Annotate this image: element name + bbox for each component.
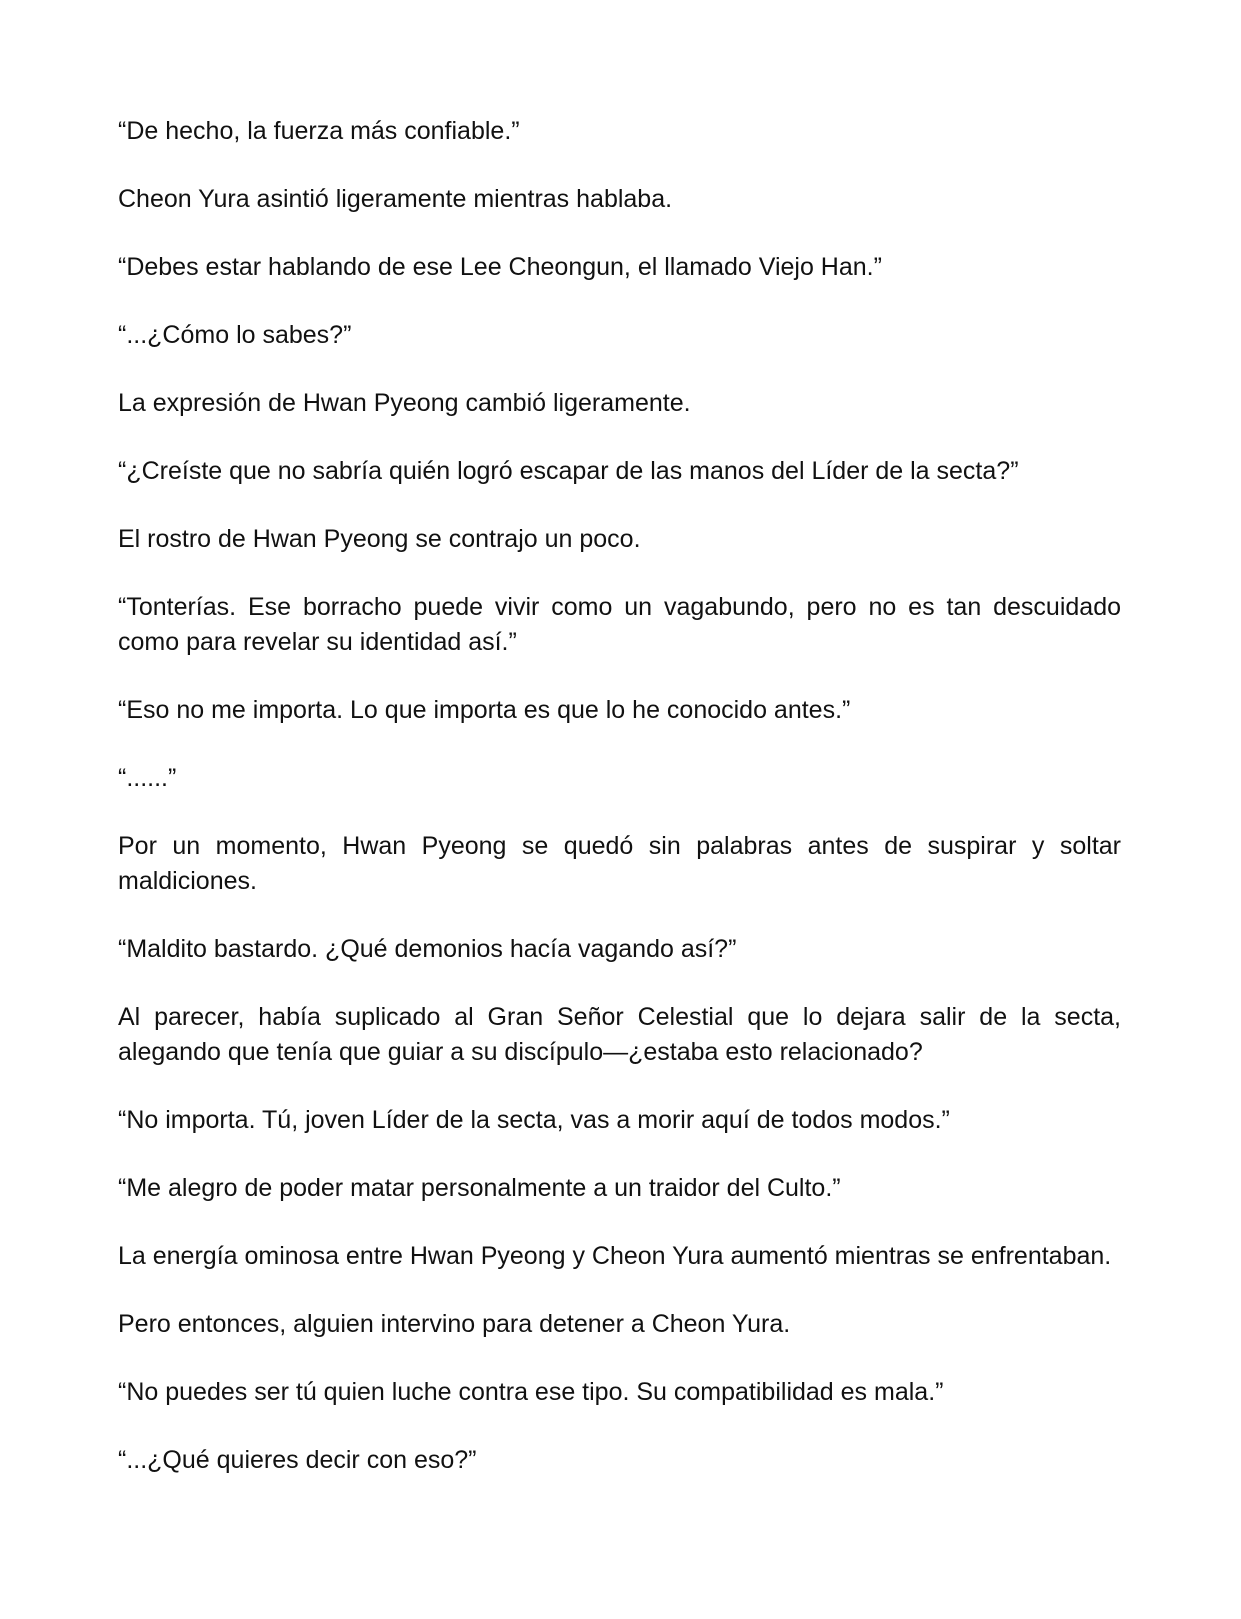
paragraph: La energía ominosa entre Hwan Pyeong y Cheon Yura aumentó mientras se enfrentaban.	[118, 1242, 1112, 1270]
paragraph: Por un momento, Hwan Pyeong se quedó sin palabras antes de suspirar y soltar maldiciones.	[118, 832, 1121, 895]
paragraph: “Debes estar hablando de ese Lee Cheongun, el llamado Viejo Han.”	[118, 253, 882, 281]
paragraph: “...¿Qué quieres decir con eso?”	[118, 1446, 477, 1474]
paragraph: El rostro de Hwan Pyeong se contrajo un poco.	[118, 525, 641, 553]
paragraph: “Maldito bastardo. ¿Qué demonios hacía vagando así?”	[118, 935, 737, 963]
document-body	[118, 114, 1121, 1478]
paragraph: La expresión de Hwan Pyeong cambió ligeramente.	[118, 389, 691, 417]
paragraph: “Eso no me importa. Lo que importa es que lo he conocido antes.”	[118, 696, 851, 724]
paragraph: “......”	[118, 764, 177, 792]
paragraph: “Tonterías. Ese borracho puede vivir como un vagabundo, pero no es tan descuidado como para revelar su identidad así.”	[118, 593, 1121, 656]
paragraph: Pero entonces, alguien intervino para detener a Cheon Yura.	[118, 1310, 791, 1338]
paragraph: “¿Creíste que no sabría quién logró escapar de las manos del Líder de la secta?”	[118, 457, 1019, 485]
paragraph: “No puedes ser tú quien luche contra ese tipo. Su compatibilidad es mala.”	[118, 1378, 944, 1406]
paragraph: Al parecer, había suplicado al Gran Señor Celestial que lo dejara salir de la secta, alegando que tenía que guiar a su discípulo—¿estaba esto relacionado?	[118, 1003, 1121, 1066]
paragraph: Cheon Yura asintió ligeramente mientras hablaba.	[118, 185, 673, 213]
paragraph: “No importa. Tú, joven Líder de la secta, vas a morir aquí de todos modos.”	[118, 1106, 950, 1134]
paragraph: “...¿Cómo lo sabes?”	[118, 321, 352, 349]
paragraph: “De hecho, la fuerza más confiable.”	[118, 117, 520, 145]
paragraph: “Me alegro de poder matar personalmente a un traidor del Culto.”	[118, 1174, 841, 1202]
